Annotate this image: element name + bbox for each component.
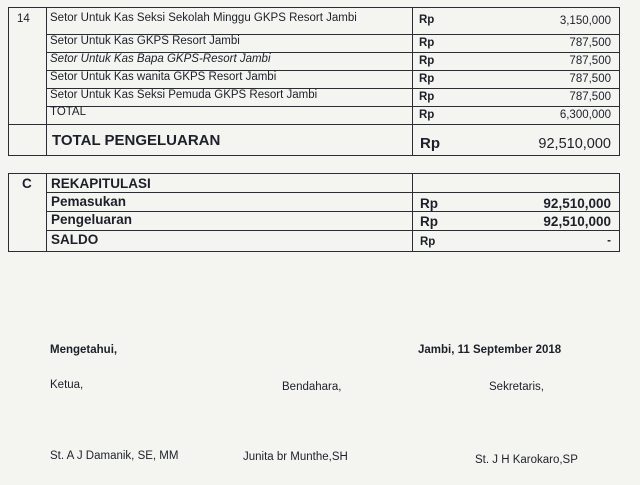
row-currency: Rp [419, 73, 435, 85]
chairman-name: St. A J Damanik, SE, MM [50, 450, 179, 462]
row-amount: 787,500 [569, 55, 611, 67]
row-currency: Rp [419, 14, 435, 26]
recap-label: Pemasukan [51, 194, 127, 209]
row-number: 14 [17, 13, 30, 25]
row-amount: 787,500 [569, 73, 611, 85]
recap-currency: Rp [420, 236, 436, 248]
row-label: Setor Untuk Kas GKPS Resort Jambi [50, 35, 240, 47]
treasurer-role: Bendahara, [282, 381, 342, 393]
grand-total-amount: 92,510,000 [538, 136, 611, 152]
row-label: Setor Untuk Kas Seksi Sekolah Minggu GKPS Resort Jambi [50, 12, 357, 24]
recap-currency: Rp [420, 196, 438, 211]
recap-title: REKAPITULASI [51, 176, 151, 191]
recap-label: SALDO [51, 232, 99, 247]
row-label: Setor Untuk Kas Bapa GKPS-Resort Jambi [50, 53, 271, 65]
total-label: TOTAL [50, 106, 86, 118]
row-amount: 787,500 [569, 91, 611, 103]
section-letter: C [22, 176, 32, 191]
row-currency: Rp [419, 37, 435, 49]
treasurer-name: Junita br Munthe,SH [243, 451, 348, 463]
grand-total-label: TOTAL PENGELUARAN [52, 132, 221, 149]
row-label: Setor Untuk Kas Seksi Pemuda GKPS Resort Jambi [50, 89, 318, 101]
place-date: Jambi, 11 September 2018 [418, 344, 562, 356]
total-amount: 6,300,000 [559, 109, 611, 121]
recap-currency: Rp [420, 214, 438, 229]
recap-amount: 92,510,000 [543, 196, 611, 211]
chairman-role: Ketua, [50, 379, 84, 391]
row-currency: Rp [419, 55, 435, 67]
acknowledged-label: Mengetahui, [50, 344, 118, 356]
secretary-role: Sekretaris, [489, 381, 544, 393]
row-label: Setor Untuk Kas wanita GKPS Resort Jambi [50, 71, 277, 83]
grand-total-currency: Rp [420, 135, 440, 152]
row-currency: Rp [419, 91, 435, 103]
recap-label: Pengeluaran [51, 212, 133, 227]
secretary-name: St. J H Karokaro,SP [475, 454, 578, 466]
total-currency: Rp [419, 109, 435, 121]
recap-amount: 92,510,000 [543, 214, 611, 229]
row-amount: 3,150,000 [559, 15, 611, 27]
recap-amount: - [607, 235, 611, 247]
row-amount: 787,500 [569, 37, 611, 49]
